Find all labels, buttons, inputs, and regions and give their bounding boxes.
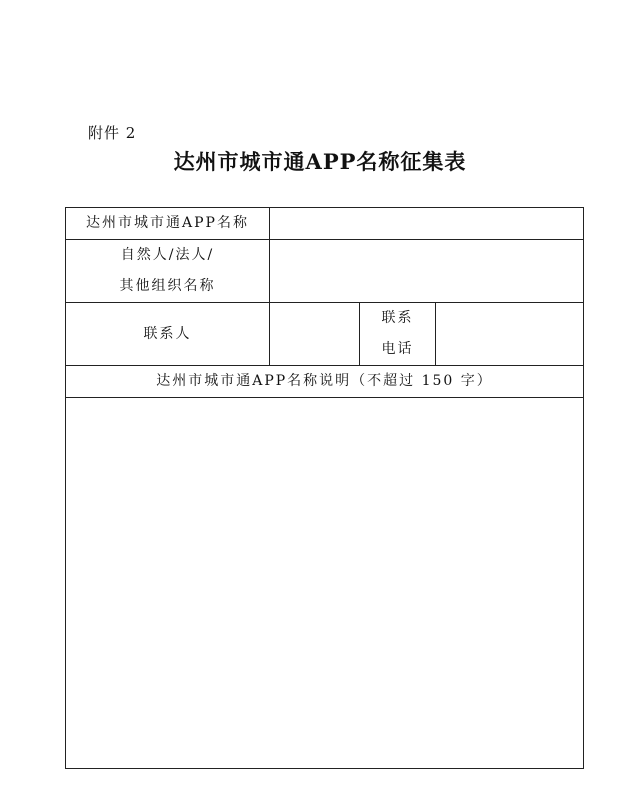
app-name-label: 达州市城市通APP名称 <box>66 208 270 240</box>
applicant-label-line1: 自然人/法人/ <box>120 247 215 263</box>
applicant-label <box>66 240 270 303</box>
applicant-label-line2: 其他组织名称 <box>119 278 216 294</box>
contact-row <box>66 303 584 366</box>
phone-label-line2: 电话 <box>381 341 414 357</box>
phone-field[interactable] <box>436 303 584 366</box>
contact-label: 联系人 <box>66 303 270 366</box>
app-name-field[interactable] <box>270 208 584 240</box>
app-name-row <box>66 208 584 240</box>
applicant-row <box>66 240 584 303</box>
phone-label <box>360 303 436 366</box>
attachment-label: 附件 2 <box>88 124 137 142</box>
collection-form-table <box>65 207 584 769</box>
description-label: 达州市城市通APP名称说明（不超过 150 字） <box>66 366 584 398</box>
phone-label-line1: 联系 <box>381 310 414 326</box>
applicant-field[interactable] <box>270 240 584 303</box>
description-field[interactable] <box>66 398 584 769</box>
description-header-row <box>66 366 584 398</box>
description-row <box>66 398 584 769</box>
contact-field[interactable] <box>270 303 360 366</box>
page-title: 达州市城市通APP名称征集表 <box>173 149 467 174</box>
